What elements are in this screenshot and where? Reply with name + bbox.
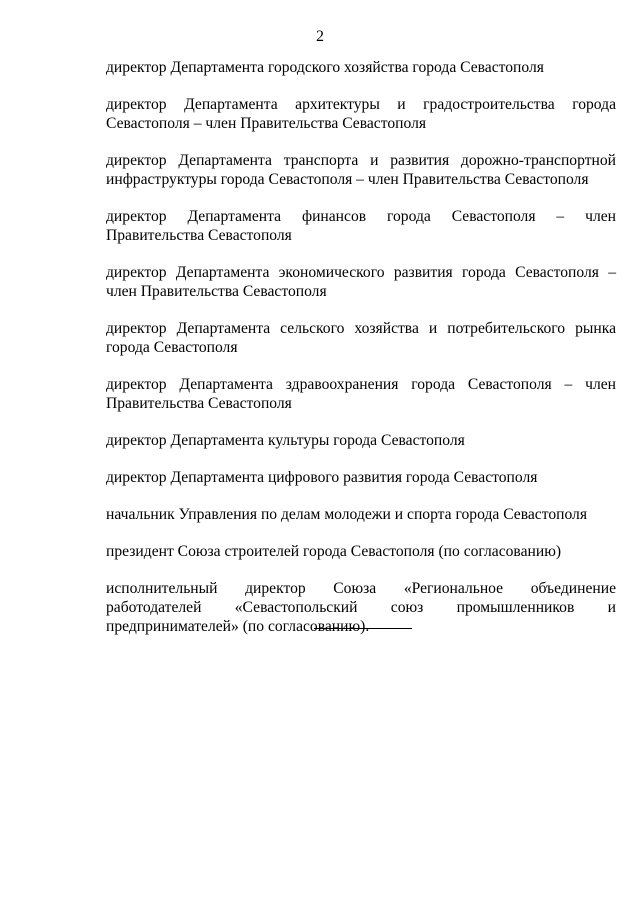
member-entry: директор Департамента культуры города Севастополя <box>106 432 465 449</box>
member-entry: директор Департамента городского хозяйства города Севастополя <box>106 59 544 76</box>
member-entry: директор Департамента сельского хозяйства и потребительского рынка города Севастополя <box>106 320 616 356</box>
member-entry: президент Союза строителей города Севастополя (по согласованию) <box>106 543 562 560</box>
member-entry: директор Департамента цифрового развития города Севастополя <box>106 469 538 486</box>
end-divider <box>314 628 412 629</box>
member-entry: директор Департамента финансов города Севастополя – член Правительства Севастополя <box>106 208 616 244</box>
member-entry: директор Департамента транспорта и развития дорожно-транспортной инфраструктуры города Севастополя – член Правительства Севастополя <box>106 152 616 188</box>
member-entry: начальник Управления по делам молодежи и спорта города Севастополя <box>106 506 588 523</box>
member-entry: директор Департамента здравоохранения города Севастополя – член Правительства Севастополя <box>106 376 616 412</box>
member-entry: директор Департамента экономического развития города Севастополя – член Правительства Севастополя <box>106 264 616 300</box>
member-entry: исполнительный директор Союза «Региональное объединение работодателей «Севастопольский союз промышленников и предпринимателей» (по согласованию). <box>106 580 616 635</box>
page-number: 2 <box>316 28 324 45</box>
member-entry: директор Департамента архитектуры и градостроительства города Севастополя – член Правительства Севастополя <box>106 96 616 132</box>
member-list <box>106 58 616 636</box>
